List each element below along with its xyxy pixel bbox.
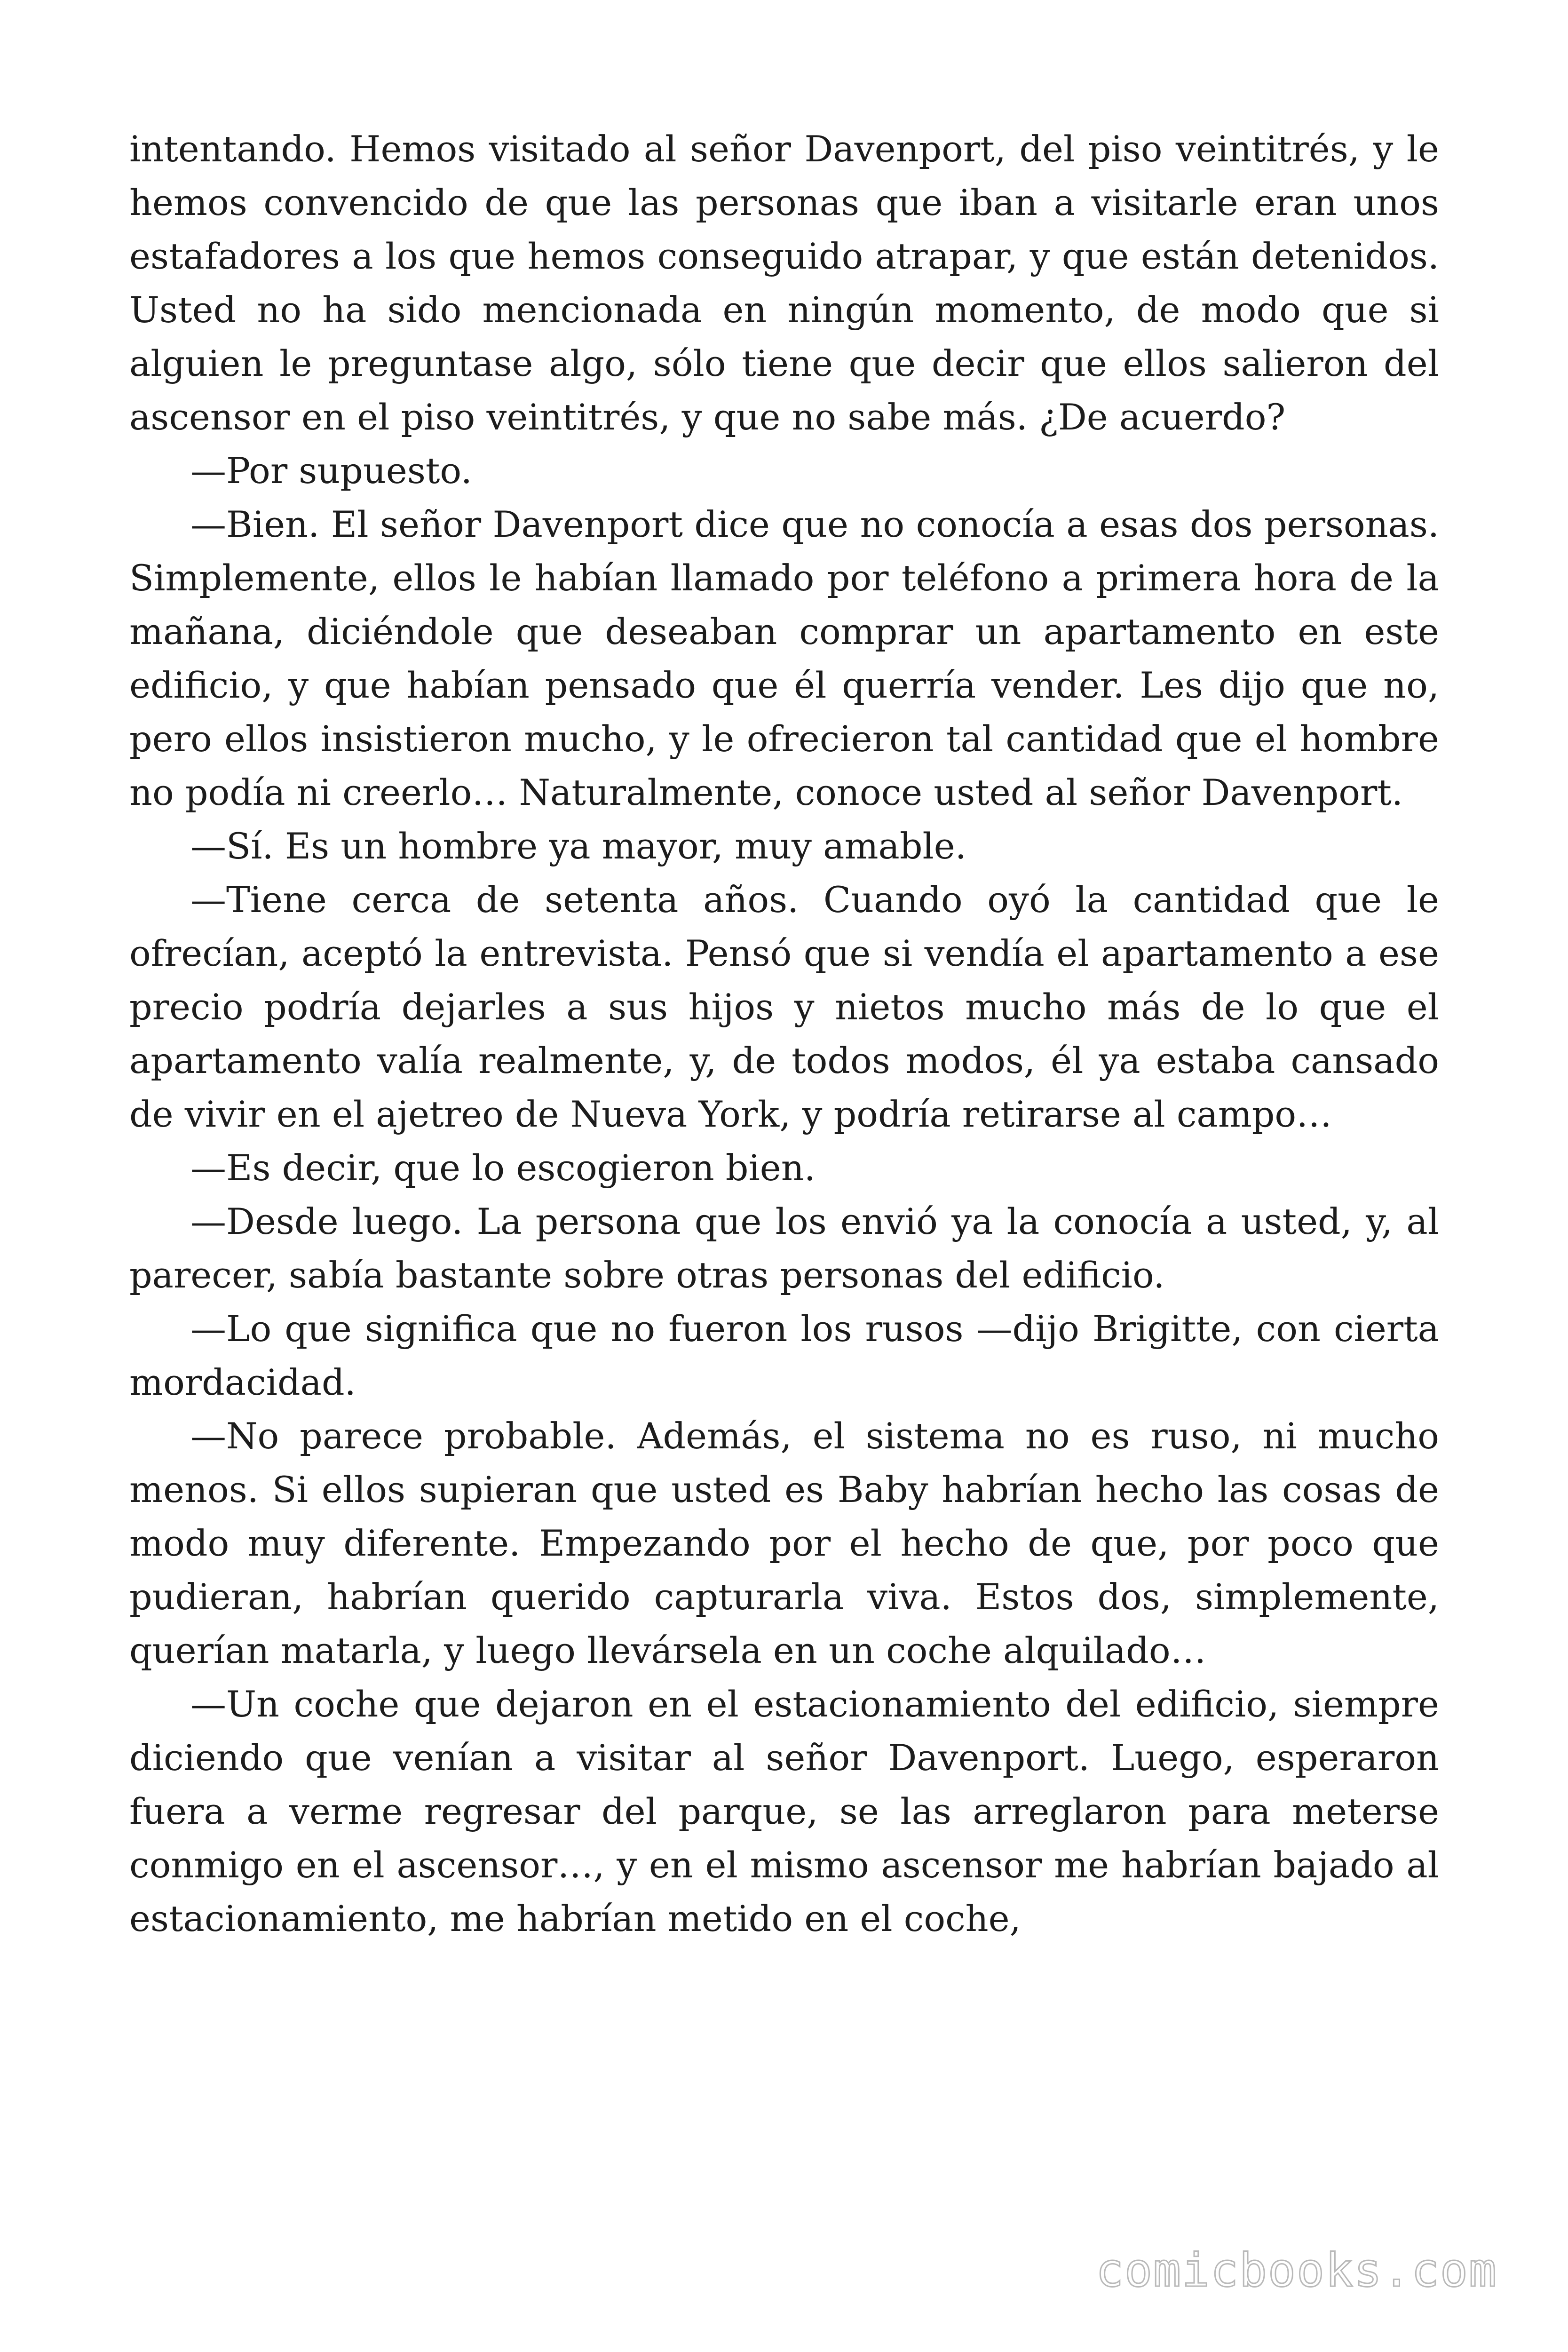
- body-text: [129, 122, 1439, 1946]
- paragraph: intentando. Hemos visitado al señor Davenport, del piso veintitrés, y le hemos convencido de que las personas que iban a visitarle eran unos estafadores a los que hemos conseguido atrapar, y que están detenidos. Usted no ha sido mencionada en ningún momento, de modo que si alguien le preguntase algo, sólo tiene que decir que ellos salieron del ascensor en el piso veintitrés, y que no sabe más. ¿De acuerdo?: [129, 128, 1439, 438]
- paragraph: —Lo que significa que no fueron los rusos —dijo Brigitte, con cierta mordacidad.: [129, 1308, 1439, 1403]
- paragraph: —Desde luego. La persona que los envió ya la conocía a usted, y, al parecer, sabía bastante sobre otras personas del edificio.: [129, 1200, 1439, 1296]
- paragraph: —No parece probable. Además, el sistema no es ruso, ni mucho menos. Si ellos supieran que usted es Baby habrían hecho las cosas de modo muy diferente. Empezando por el hecho de que, por poco que pudieran, habrían querido capturarla viva. Estos dos, simplemente, querían matarla, y luego llevársela en un coche alquilado…: [129, 1415, 1439, 1671]
- paragraph: —Sí. Es un hombre ya mayor, muy amable.: [190, 825, 966, 867]
- paragraph: —Es decir, que lo escogieron bien.: [190, 1147, 816, 1189]
- paragraph: —Bien. El señor Davenport dice que no conocía a esas dos personas. Simplemente, ellos le habían llamado por teléfono a primera hora de la mañana, diciéndole que deseaban comprar un apartamento en este edificio, y que habían pensado que él querría vender. Les dijo que no, pero ellos insistieron mucho, y le ofrecieron tal cantidad que el hombre no podía ni creerlo… Naturalmente, conoce usted al señor Davenport.: [129, 503, 1439, 813]
- paragraph: —Tiene cerca de setenta años. Cuando oyó la cantidad que le ofrecían, aceptó la entrevista. Pensó que si vendía el apartamento a ese precio podría dejarles a sus hijos y nietos mucho más de lo que el apartamento valía realmente, y, de todos modos, él ya estaba cansado de vivir en el ajetreo de Nueva York, y podría retirarse al campo…: [129, 879, 1439, 1135]
- paragraph: —Por supuesto.: [190, 450, 472, 492]
- paragraph: —Un coche que dejaron en el estacionamiento del edificio, siempre diciendo que venían a visitar al señor Davenport. Luego, esperaron fuera a verme regresar del parque, se las arreglaron para meterse conmigo en el ascensor…, y en el mismo ascensor me habrían bajado al estacionamiento, me habrían metido en el coche,: [129, 1683, 1439, 1939]
- watermark: comicbooks.com: [1095, 2244, 1497, 2297]
